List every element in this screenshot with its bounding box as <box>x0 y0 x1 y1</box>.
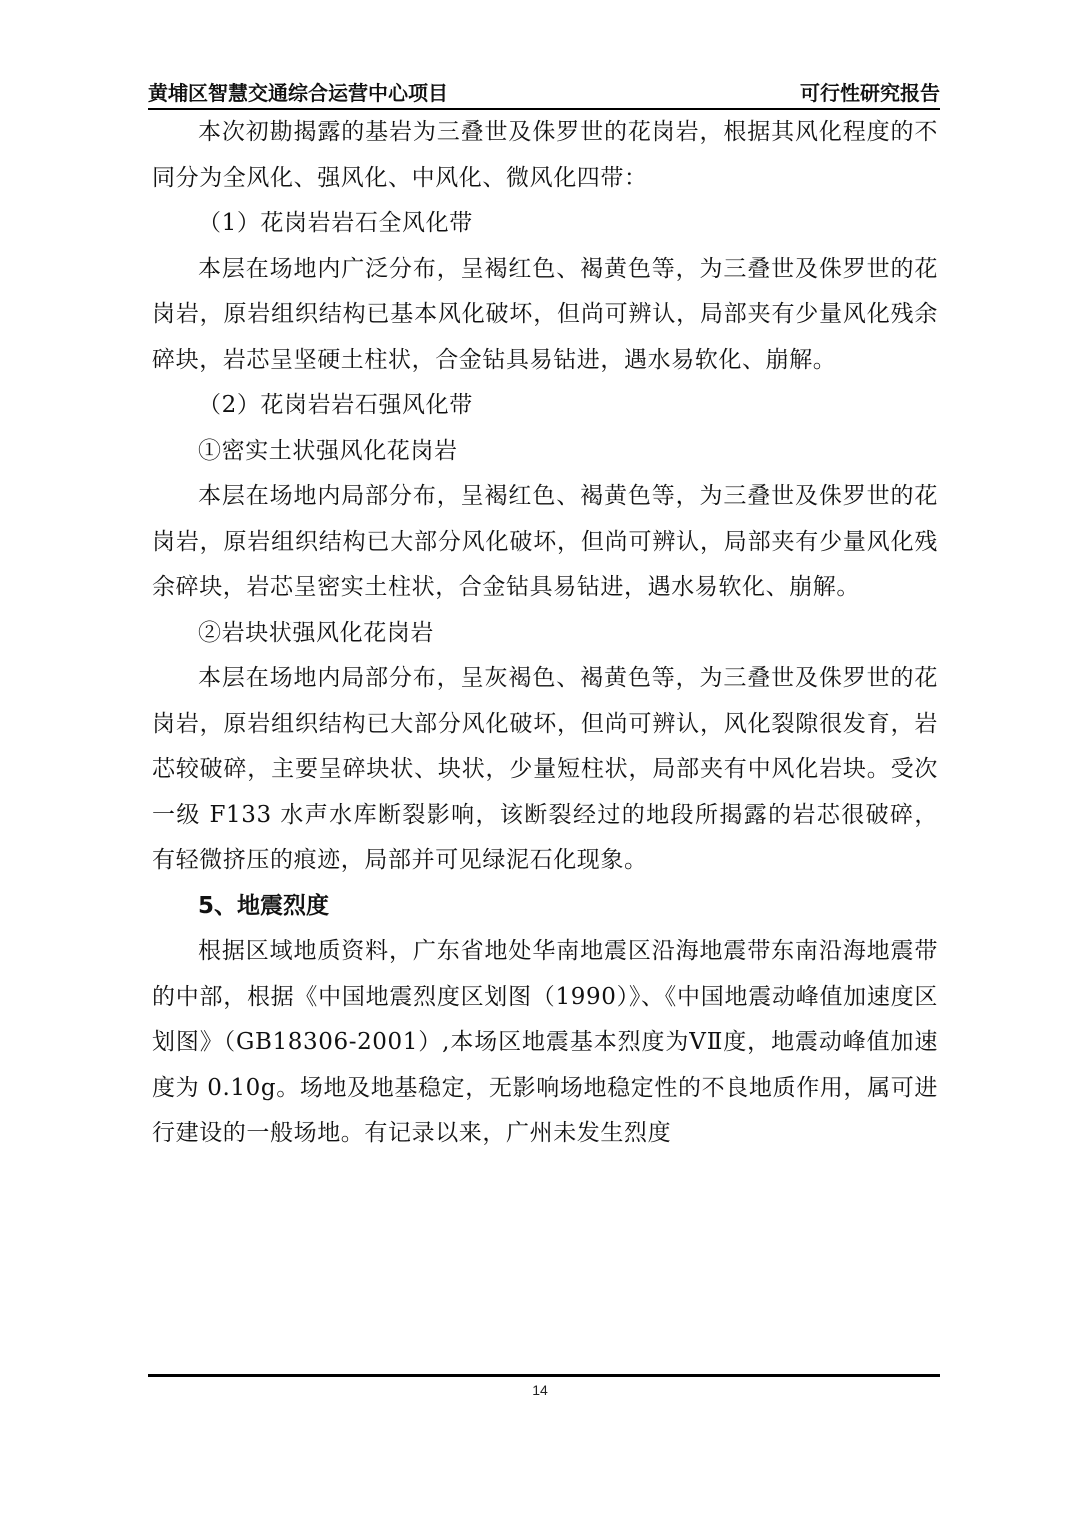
paragraph-fully-weathered: 本层在场地内广泛分布，呈褐红色、褐黄色等，为三叠世及侏罗世的花岗岩，原岩组织结构已基本风化破坏，但尚可辨认，局部夹有少量风化残余碎块，岩芯呈坚硬土柱状，合金钻具易钻进，遇水易软化、崩解。 <box>152 255 938 373</box>
header-project-title: 黄埔区智慧交通综合运营中心项目 <box>148 81 448 105</box>
section-heading-seismic: 5、地震烈度 <box>198 892 330 919</box>
subheading-strongly-weathered: （2）花岗岩岩石强风化带 <box>198 392 473 418</box>
page-header <box>148 78 940 108</box>
document-body <box>152 110 938 1157</box>
paragraph-block-granite: 本层在场地内局部分布，呈灰褐色、褐黄色等，为三叠世及侏罗世的花岗岩，原岩组织结构已大部分风化破坏，但尚可辨认，风化裂隙很发育，岩芯较破碎，主要呈碎块状、块状，少量短柱状，局部夹有中风化岩块。受次一级 F133 水声水库断裂影响，该断裂经过的地段所揭露的岩芯很破碎，有轻微挤压的痕迹，局部并可见绿泥石化现象。 <box>152 665 938 873</box>
header-report-type: 可行性研究报告 <box>800 81 940 105</box>
page-number: 14 <box>532 1382 548 1398</box>
footer-divider <box>148 1374 940 1377</box>
subheading-fully-weathered: （1）花岗岩岩石全风化带 <box>198 210 473 236</box>
subheading-dense-soil-granite: ①密实土状强风化花岗岩 <box>198 437 458 464</box>
subheading-block-granite: ②岩块状强风化花岗岩 <box>198 619 434 646</box>
paragraph-bedrock-intro: 本次初勘揭露的基岩为三叠世及侏罗世的花岗岩，根据其风化程度的不同分为全风化、强风化、中风化、微风化四带： <box>152 119 938 191</box>
paragraph-dense-soil-granite: 本层在场地内局部分布，呈褐红色、褐黄色等，为三叠世及侏罗世的花岗岩，原岩组织结构已大部分风化破坏，但尚可辨认，局部夹有少量风化残余碎块，岩芯呈密实土柱状，合金钻具易钻进，遇水易软化、崩解。 <box>152 483 938 600</box>
paragraph-seismic: 根据区域地质资料，广东省地处华南地震区沿海地震带东南沿海地震带的中部，根据《中国地震烈度区划图（1990）》、《中国地震动峰值加速度区划图》（GB18306-2001）,本场区地震基本烈度为ⅤⅡ度，地震动峰值加速度为 0.10g。场地及地基稳定，无影响场地稳定性的不良地质作用，属可进行建设的一般场地。有记录以来，广州未发生烈度 <box>152 938 938 1146</box>
